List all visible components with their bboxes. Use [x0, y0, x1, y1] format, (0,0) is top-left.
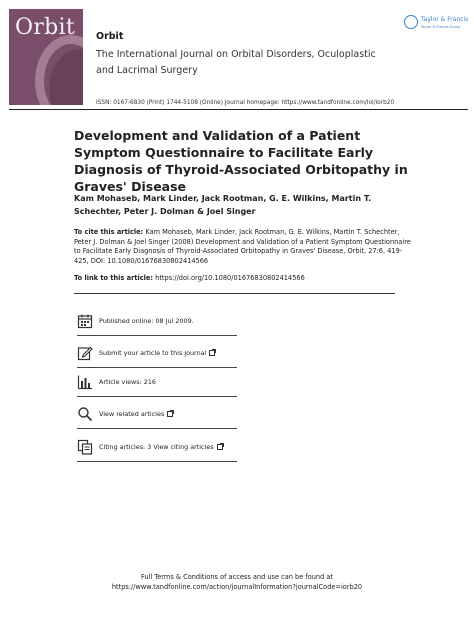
article-link-label: To link to this article:: [74, 274, 154, 282]
footer-terms-text: Full Terms & Conditions of access and use can be found at: [140, 573, 334, 581]
citing-articles-row[interactable]: [77, 435, 237, 461]
publisher-logo: [404, 13, 468, 37]
related-articles-link[interactable]: [99, 410, 173, 418]
article-link-line: [74, 274, 305, 282]
article-doi-link[interactable]: https://doi.org/10.1080/01676830802414566: [155, 274, 305, 282]
search-icon: [77, 406, 93, 422]
submit-article-label: Submit your article to this journal: [99, 349, 207, 357]
external-link-icon: [217, 444, 223, 450]
footer-terms: [0, 572, 474, 592]
row-divider: [77, 335, 237, 336]
row-divider: [77, 396, 237, 397]
article-authors: Kam Mohaseb, Mark Linder, Jack Rootman, G. E. Wilkins, Martin T. Schechter, Peter J. Dolman & Joel Singer: [74, 194, 372, 216]
bar-chart-icon: [77, 374, 93, 390]
header-divider: [9, 109, 468, 110]
citation-text: Kam Mohaseb, Mark Linder, Jack Rootman, G. E. Wilkins, Martin T. Schechter, Peter J. Dolman & Joel Singer (2008) Development and Validation of a Patient Symptom Questionnaire to Facilitate Early Diagnosis of Thyroid-Associated Orbitopathy in Graves' Disease, Orbit, 27:6, 419-425, DOI: 10.1080/01676830802414566: [74, 228, 411, 265]
edit-icon: [77, 345, 93, 361]
journal-name: Orbit: [96, 31, 124, 42]
article-views-row: [77, 370, 237, 396]
row-divider: [77, 367, 237, 368]
journal-subtitle: The International Journal on Orbital Disorders, Oculoplastic and Lacrimal Surgery: [96, 49, 376, 76]
cover-title: Orbit: [15, 15, 76, 40]
citing-articles-label: Citing articles: 3 View citing articles: [99, 443, 214, 451]
citing-icon: [77, 439, 93, 455]
external-link-icon: [209, 350, 215, 356]
section-divider: [74, 293, 395, 294]
citation-label: To cite this article:: [74, 228, 144, 236]
submit-article-link[interactable]: [99, 349, 215, 357]
submit-article-row[interactable]: [77, 341, 237, 367]
related-articles-label: View related articles: [99, 410, 165, 418]
issn-line: ISSN: 0167-6830 (Print) 1744-5108 (Online) Journal homepage: https://www.tandfonline.com/loi/iorb20: [96, 100, 395, 106]
publisher-logo-icon: [404, 15, 418, 29]
citation-block: [74, 228, 414, 266]
citing-articles-link[interactable]: [99, 443, 223, 451]
publisher-name: Taylor & Francis: [421, 16, 469, 23]
external-link-icon: [167, 411, 173, 417]
row-divider: [77, 461, 237, 462]
article-title: Development and Validation of a Patient Symptom Questionnaire to Facilitate Early Diagnosis of Thyroid-Associated Orbitopathy in Graves' Disease: [74, 128, 408, 194]
published-text: Published online: 08 Jul 2009.: [99, 317, 194, 325]
published-row: [77, 309, 237, 335]
publisher-tagline: Taylor & Francis Group: [421, 25, 461, 29]
calendar-icon: [77, 313, 93, 329]
article-views-text: Article views: 216: [99, 378, 156, 386]
journal-cover-image: [9, 9, 83, 105]
row-divider: [77, 428, 237, 429]
related-articles-row[interactable]: [77, 402, 237, 428]
footer-terms-link[interactable]: https://www.tandfonline.com/action/journalInformation?journalCode=iorb20: [111, 583, 363, 591]
